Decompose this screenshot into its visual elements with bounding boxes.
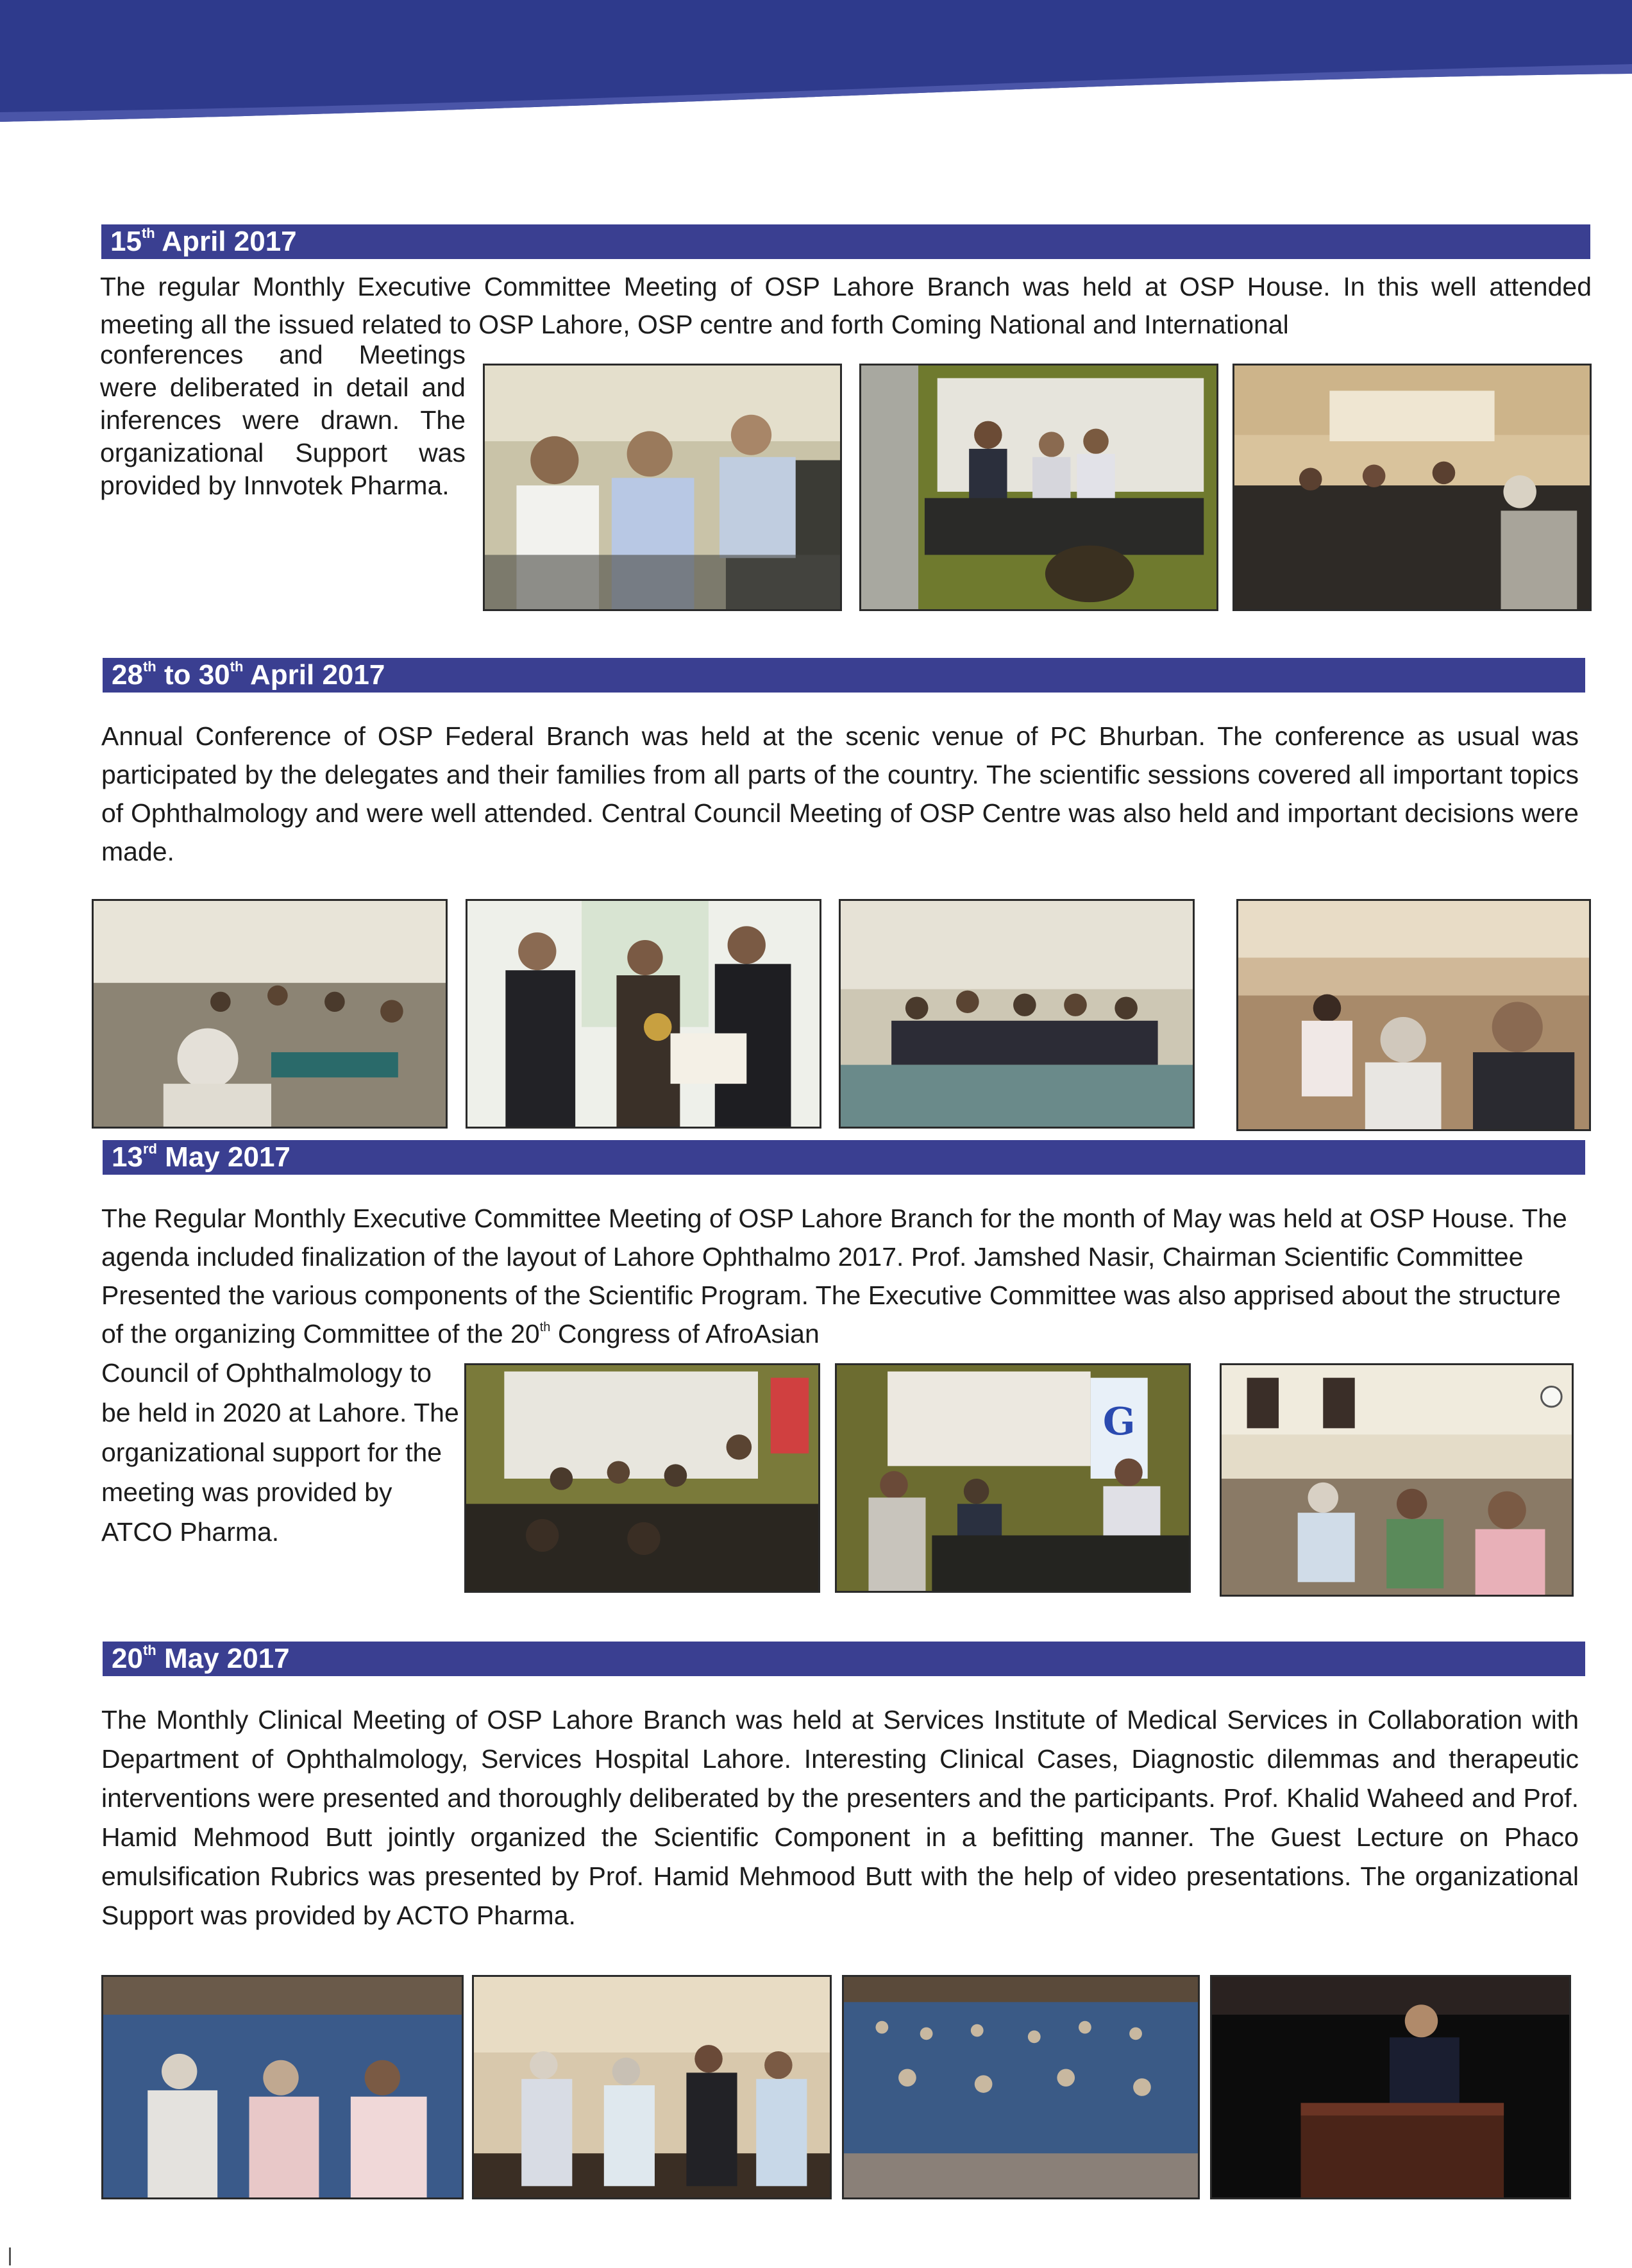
- award-presentation-photo: [466, 899, 821, 1129]
- conference-audience-photo: [1236, 899, 1591, 1131]
- may20-paragraph: The Monthly Clinical Meeting of OSP Lahore Branch was held at Services Institute of Medical Services in Collaboration with Department of Ophthalmology, Services Hospital Lahore. Interesting Clinical Cases, Diagnostic dilemmas and therapeutic interventions were presented and thoroughly deliberated by the presenters and the participants. Prof. Khalid Waheed and Prof. Hamid Mehmood Butt jointly organized the Scientific Component in a befitting manner. The Guest Lecture on Phaco emulsification Rubrics was presented by Prof. Hamid Mehmood Butt with the help of video presentations. The organizational Support was provided by ACTO Pharma.: [101, 1705, 1579, 1930]
- guests-group-photo: [472, 1975, 832, 2199]
- presentation-table-photo: [835, 1363, 1191, 1593]
- auditorium-front-row-photo: [101, 1975, 464, 2199]
- meeting-audience-photo: [483, 364, 842, 611]
- page-edge-mark: [9, 2247, 11, 2265]
- section-header-may13: 13rd May 2017: [103, 1140, 1585, 1175]
- guest-lecture-podium-photo: [1210, 1975, 1571, 2199]
- section-header-may20: 20th May 2017: [103, 1642, 1585, 1676]
- council-meeting-photo: [839, 899, 1195, 1129]
- executive-meeting-photo: [464, 1363, 820, 1593]
- svg-text:G: G: [1102, 1399, 1136, 1444]
- may13-paragraph: The Regular Monthly Executive Committee Meeting of OSP Lahore Branch for the month of May was held at OSP House. The agenda included finalization of the layout of Lahore Ophthalmo 2017. Prof. Jamshed Nasir, Chairman Scientific Committee Presented the various components of the Scientific Program. The Executive Committee was also apprised about the structure of the organizing Committee of the 20th Congress of AfroAsian: [101, 1204, 1567, 1348]
- apr15-paragraph: The regular Monthly Executive Committee Meeting of OSP Lahore Branch was held at OSP House. In this well attended meeting all the issued related to OSP Lahore, OSP centre and forth Coming National and International: [100, 272, 1592, 339]
- conference-session-photo: [92, 899, 448, 1129]
- apr15-side-paragraph: conferences and Meetings were deliberated in detail and inferences were drawn. The organizational Support was provided by Innvotek Pharma.: [100, 340, 466, 500]
- meeting-hall-photo: [1232, 364, 1592, 611]
- committee-table-photo: [859, 364, 1218, 611]
- section-header-apr15: 15th April 2017: [101, 224, 1590, 259]
- may13-side-paragraph: Council of Ophthalmology to be held in 2020 at Lahore. The organizational support for the meeting was provided by ATCO Pharma.: [101, 1358, 459, 1547]
- header-wave-banner: [0, 0, 1632, 128]
- section-header-apr28: 28th to 30th April 2017: [103, 658, 1585, 693]
- apr28-paragraph: Annual Conference of OSP Federal Branch was held at the scenic venue of PC Bhurban. The conference as usual was participated by the delegates and their families from all parts of the country. The scientific sessions covered all important topics of Ophthalmology and were well attended. Central Council Meeting of OSP Centre was also held and important decisions were made.: [101, 721, 1579, 866]
- members-audience-photo: [1220, 1363, 1574, 1597]
- auditorium-crowd-photo: [842, 1975, 1200, 2199]
